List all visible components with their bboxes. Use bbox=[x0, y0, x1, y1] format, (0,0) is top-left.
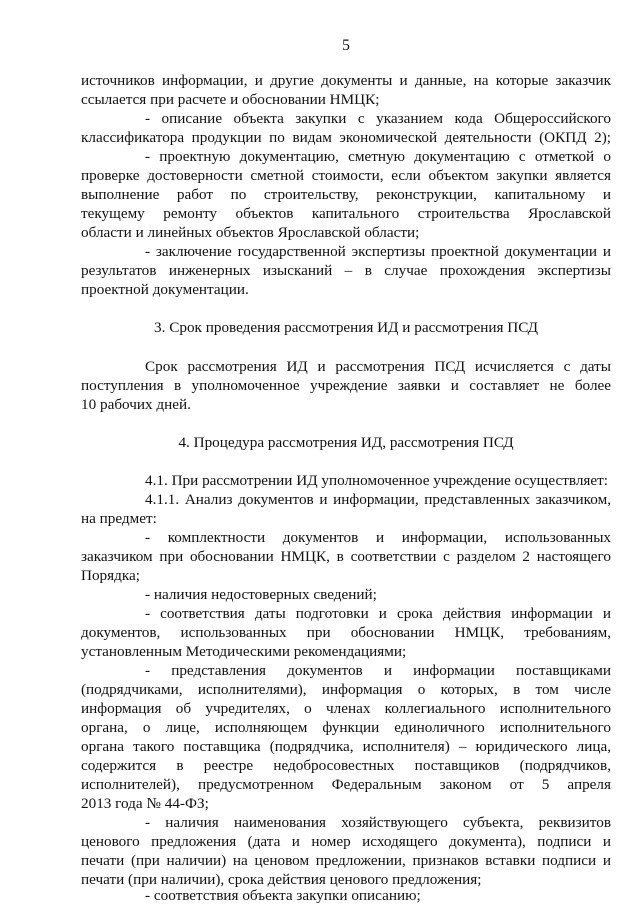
section-heading: 3. Срок проведения рассмотрения ИД и рассмотрения ПСД bbox=[154, 319, 538, 336]
text-line: - наличия недостоверных сведений; bbox=[145, 586, 377, 603]
text-line: источников информации, и другие документы и данные, на которые заказчик bbox=[81, 72, 611, 89]
text-line: Срок рассмотрения ИД и рассмотрения ПСД исчисляется с даты bbox=[145, 358, 611, 375]
text-line: - представления документов и информации поставщиками bbox=[145, 662, 611, 679]
text-line: выполнение работ по строительству, реконструкции, капитальному и bbox=[81, 186, 611, 203]
text-line: области и линейных объектов Ярославской области; bbox=[81, 224, 420, 241]
text-line: - наличия наименования хозяйствующего субъекта, реквизитов bbox=[145, 814, 611, 831]
text-line: органа такого поставщика (подрядчика, исполнителя) – юридического лица, bbox=[81, 738, 611, 755]
section-heading: 4. Процедура рассмотрения ИД, рассмотрения ПСД bbox=[178, 434, 514, 451]
text-line: - заключение государственной экспертизы проектной документации и bbox=[145, 243, 611, 260]
text-line: проверке достоверности сметной стоимости, если объектом закупки является bbox=[81, 167, 611, 184]
text-line: - соответствия даты подготовки и срока действия информации и bbox=[145, 605, 611, 622]
text-line: 4.1. При рассмотрении ИД уполномоченное учреждение осуществляет: bbox=[145, 472, 608, 489]
text-line: на предмет: bbox=[81, 510, 157, 527]
text-line: - комплектности документов и информации, использованных bbox=[145, 529, 611, 546]
text-line: классификатора продукции по видам экономической деятельности (ОКПД 2); bbox=[81, 129, 611, 146]
text-line: печати (при наличии), срока действия ценового предложения; bbox=[81, 871, 482, 888]
text-line: ссылается при расчете и обосновании НМЦК; bbox=[81, 91, 380, 108]
text-line: 10 рабочих дней. bbox=[81, 396, 191, 413]
text-line: документов, использованных при обосновании НМЦК, требованиям, bbox=[81, 624, 611, 641]
text-line: 4.1.1. Анализ документов и информации, представленных заказчиком, bbox=[145, 491, 611, 508]
text-line: проектной документации. bbox=[81, 281, 249, 298]
text-line: печати (при наличии) на ценовом предложении, признаков вставки подписи и bbox=[81, 852, 611, 869]
text-line: Порядка; bbox=[81, 567, 140, 584]
page-number: 5 bbox=[342, 37, 350, 54]
text-line: информация об учредителях, о членах коллегиального исполнительного bbox=[81, 700, 611, 717]
text-line: установленным Методическими рекомендациями; bbox=[81, 643, 407, 660]
text-line: - описание объекта закупки с указанием кода Общероссийского bbox=[145, 110, 611, 127]
text-line: заказчиком при обосновании НМЦК, в соответствии с разделом 2 настоящего bbox=[81, 548, 611, 565]
text-line: 2013 года № 44-ФЗ; bbox=[81, 795, 209, 812]
text-line: - соответствия объекта закупки описанию; bbox=[145, 887, 421, 904]
text-line: ценового предложения (дата и номер исходящего документа), подписи и bbox=[81, 833, 611, 850]
text-line: исполнителей), предусмотренном Федеральным законом от 5 апреля bbox=[81, 776, 611, 793]
text-line: (подрядчиками, исполнителями), информация о которых, в том числе bbox=[81, 681, 611, 698]
text-line: текущему ремонту объектов капитального строительства Ярославской bbox=[81, 205, 611, 222]
text-line: органа, о лице, исполняющем функции единоличного исполнительного bbox=[81, 719, 611, 736]
text-line: поступления в уполномоченное учреждение заявки и составляет не более bbox=[81, 377, 611, 394]
text-line: содержится в реестре недобросовестных поставщиков (подрядчиков, bbox=[81, 757, 611, 774]
text-line: результатов инженерных изысканий – в случае прохождения экспертизы bbox=[81, 262, 611, 279]
text-line: - проектную документацию, сметную документацию с отметкой о bbox=[145, 148, 611, 165]
